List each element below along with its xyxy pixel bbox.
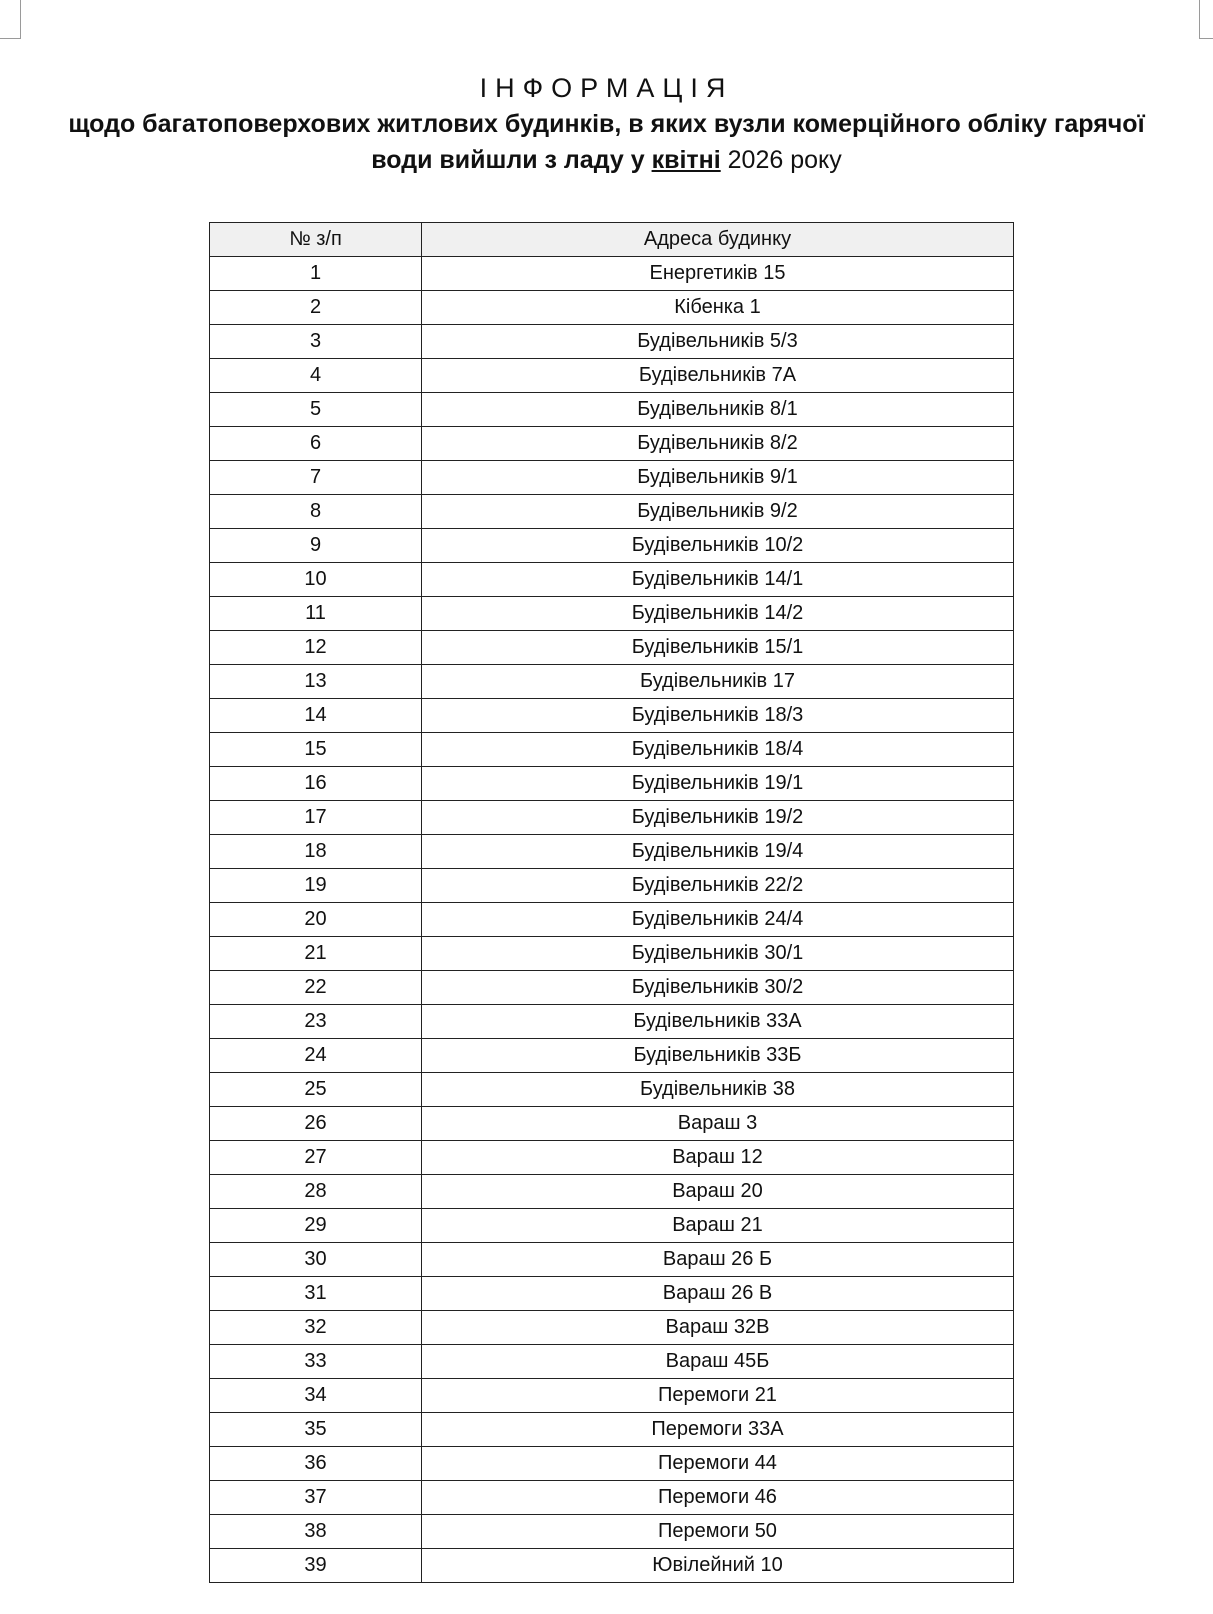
table-row [210,1175,1014,1209]
row-number-cell: 35 [210,1413,422,1447]
table-row [210,631,1014,665]
table-row [210,1107,1014,1141]
row-address-cell: Будівельників 8/2 [422,427,1014,461]
row-number-cell: 26 [210,1107,422,1141]
table-row [210,835,1014,869]
table-row [210,1209,1014,1243]
row-address-cell: Будівельників 7А [422,359,1014,393]
table-row [210,767,1014,801]
table-row [210,359,1014,393]
row-address-cell: Енергетиків 15 [422,257,1014,291]
subtitle-month: квітні [651,146,721,174]
row-number-cell: 15 [210,733,422,767]
row-number-cell: 20 [210,903,422,937]
row-address-cell: Будівельників 10/2 [422,529,1014,563]
row-number-cell: 16 [210,767,422,801]
row-number-cell: 9 [210,529,422,563]
table-header-row [210,223,1014,257]
row-address-cell: Вараш 45Б [422,1345,1014,1379]
row-address-cell: Перемоги 33А [422,1413,1014,1447]
row-address-cell: Будівельників 19/2 [422,801,1014,835]
subtitle-prefix: води вийшли з ладу у [371,146,645,174]
row-number-cell: 11 [210,597,422,631]
row-number-cell: 33 [210,1345,422,1379]
table-row [210,563,1014,597]
row-address-cell: Будівельників 18/4 [422,733,1014,767]
table-row [210,903,1014,937]
table-row [210,257,1014,291]
row-address-cell: Будівельників 30/1 [422,937,1014,971]
row-address-cell: Перемоги 44 [422,1447,1014,1481]
addresses-table [209,222,1014,1583]
table-row [210,1515,1014,1549]
row-number-cell: 8 [210,495,422,529]
row-number-cell: 39 [210,1549,422,1583]
table-row [210,1277,1014,1311]
row-address-cell: Будівельників 24/4 [422,903,1014,937]
row-address-cell: Перемоги 21 [422,1379,1014,1413]
row-address-cell: Будівельників 38 [422,1073,1014,1107]
table-row [210,1073,1014,1107]
table-row [210,393,1014,427]
row-number-cell: 12 [210,631,422,665]
row-address-cell: Будівельників 14/1 [422,563,1014,597]
row-number-cell: 10 [210,563,422,597]
page-corner-mark-right [1199,0,1213,39]
row-address-cell: Ювілейний 10 [422,1549,1014,1583]
row-address-cell: Перемоги 50 [422,1515,1014,1549]
row-address-cell: Вараш 26 В [422,1277,1014,1311]
table-row [210,1311,1014,1345]
table-row [210,1549,1014,1583]
table-body [210,257,1014,1583]
table-row [210,801,1014,835]
table-row [210,461,1014,495]
row-number-cell: 7 [210,461,422,495]
row-address-cell: Будівельників 9/2 [422,495,1014,529]
row-address-cell: Кібенка 1 [422,291,1014,325]
row-number-cell: 31 [210,1277,422,1311]
row-number-cell: 2 [210,291,422,325]
document-subtitle-line1: щодо багатоповерхових житлових будинків, в яких вузли комерційного обліку гарячої [68,110,1145,138]
row-number-cell: 18 [210,835,422,869]
row-number-cell: 32 [210,1311,422,1345]
row-address-cell: Вараш 12 [422,1141,1014,1175]
column-header-address: Адреса будинку [422,223,1014,257]
document-header [0,70,1213,178]
row-number-cell: 14 [210,699,422,733]
row-number-cell: 1 [210,257,422,291]
table-row [210,665,1014,699]
row-number-cell: 37 [210,1481,422,1515]
row-number-cell: 21 [210,937,422,971]
table-row [210,597,1014,631]
table-row [210,1039,1014,1073]
row-address-cell: Вараш 26 Б [422,1243,1014,1277]
row-number-cell: 25 [210,1073,422,1107]
row-address-cell: Будівельників 33Б [422,1039,1014,1073]
table-row [210,1481,1014,1515]
row-number-cell: 29 [210,1209,422,1243]
table-row [210,1379,1014,1413]
row-address-cell: Будівельників 9/1 [422,461,1014,495]
table-row [210,291,1014,325]
table-row [210,1005,1014,1039]
row-address-cell: Будівельників 22/2 [422,869,1014,903]
row-number-cell: 13 [210,665,422,699]
row-address-cell: Будівельників 17 [422,665,1014,699]
row-address-cell: Вараш 20 [422,1175,1014,1209]
table-row [210,495,1014,529]
row-address-cell: Будівельників 19/4 [422,835,1014,869]
row-address-cell: Будівельників 8/1 [422,393,1014,427]
row-number-cell: 4 [210,359,422,393]
row-number-cell: 24 [210,1039,422,1073]
row-address-cell: Будівельників 18/3 [422,699,1014,733]
table-row [210,869,1014,903]
table-row [210,1243,1014,1277]
document-title: ІНФОРМАЦІЯ [479,73,734,103]
table-row [210,971,1014,1005]
table-row [210,1141,1014,1175]
row-number-cell: 28 [210,1175,422,1209]
row-number-cell: 17 [210,801,422,835]
table-row [210,1447,1014,1481]
table-row [210,937,1014,971]
row-address-cell: Будівельників 15/1 [422,631,1014,665]
row-address-cell: Перемоги 46 [422,1481,1014,1515]
row-number-cell: 38 [210,1515,422,1549]
row-address-cell: Будівельників 5/3 [422,325,1014,359]
row-number-cell: 36 [210,1447,422,1481]
row-number-cell: 23 [210,1005,422,1039]
row-address-cell: Вараш 32В [422,1311,1014,1345]
page-corner-mark-left [0,0,21,39]
row-number-cell: 5 [210,393,422,427]
table-row [210,699,1014,733]
row-address-cell: Вараш 21 [422,1209,1014,1243]
table-row [210,427,1014,461]
table-row [210,1413,1014,1447]
table-row [210,733,1014,767]
table-row [210,529,1014,563]
subtitle-year: 2026 року [727,146,842,174]
row-number-cell: 19 [210,869,422,903]
row-address-cell: Будівельників 19/1 [422,767,1014,801]
row-address-cell: Вараш 3 [422,1107,1014,1141]
row-address-cell: Будівельників 14/2 [422,597,1014,631]
row-number-cell: 6 [210,427,422,461]
row-address-cell: Будівельників 30/2 [422,971,1014,1005]
row-number-cell: 27 [210,1141,422,1175]
table-row [210,1345,1014,1379]
row-number-cell: 30 [210,1243,422,1277]
column-header-number: № з/п [210,223,422,257]
row-number-cell: 3 [210,325,422,359]
table-row [210,325,1014,359]
row-number-cell: 34 [210,1379,422,1413]
document-subtitle-line2 [0,142,1213,178]
row-address-cell: Будівельників 33А [422,1005,1014,1039]
row-number-cell: 22 [210,971,422,1005]
